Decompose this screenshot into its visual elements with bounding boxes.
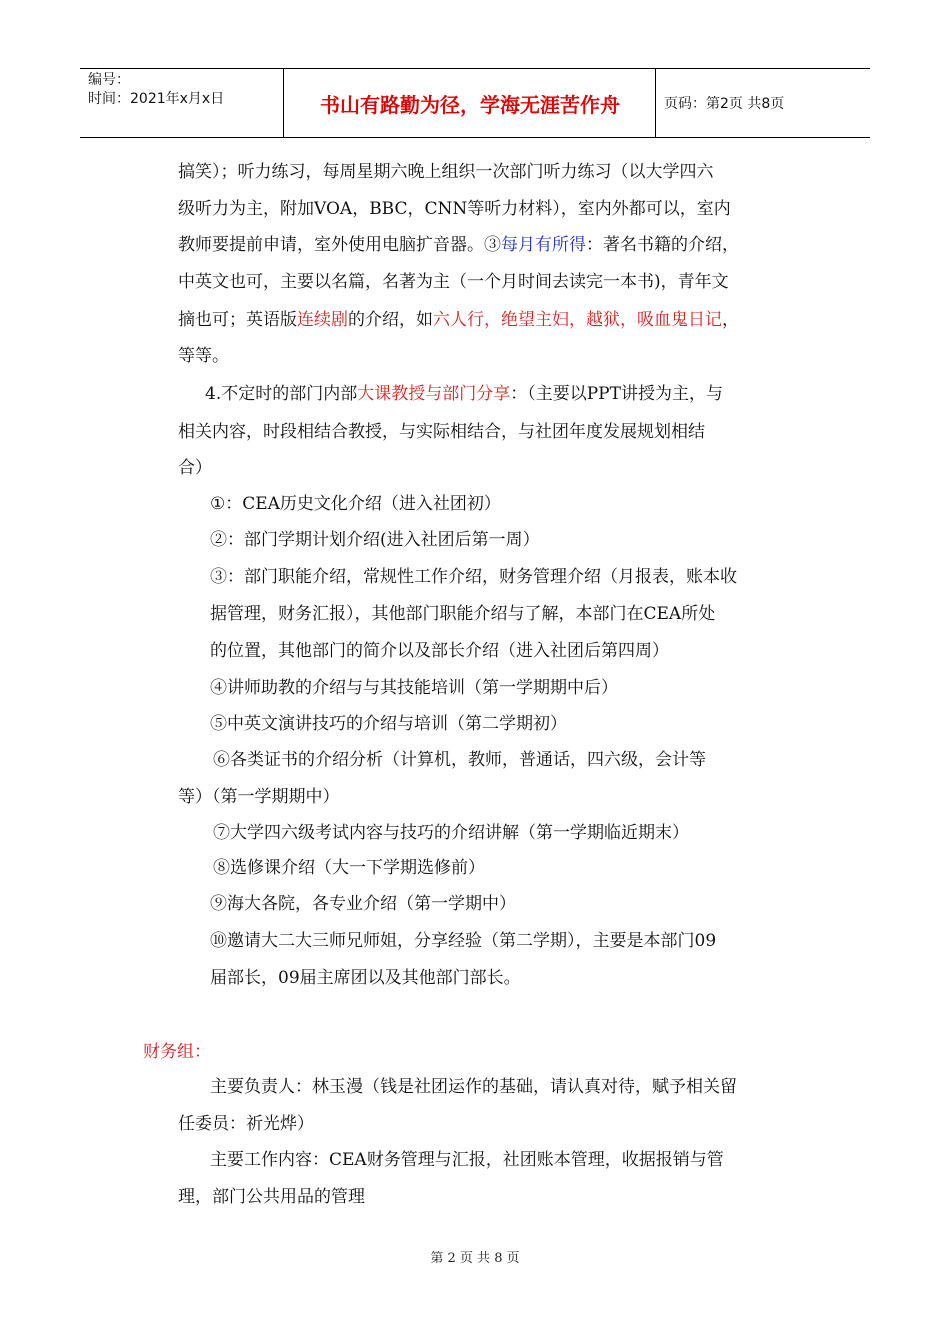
time-label: 时间：2021年x月x日	[88, 91, 225, 107]
highlight-series: 连续剧	[297, 310, 348, 330]
list-item: ⑩邀请大二大三师兄师姐，分享经验（第二学期），主要是本部门09	[210, 931, 717, 951]
body-text: 4.不定时的部门内部	[205, 384, 358, 404]
list-item: ④讲师助教的介绍与与其技能培训（第一学期期中后）	[210, 678, 618, 698]
list-item: ⑦大学四六级考试内容与技巧的介绍讲解（第一学期临近期末）	[213, 823, 689, 843]
body-text: 教师要提前申请，室外使用电脑扩音器。③	[178, 235, 501, 255]
body-line: 主要工作内容：CEA财务管理与汇报，社团账本管理，收据报销与管	[210, 1150, 724, 1170]
list-item: 等）（第一学期期中）	[178, 787, 340, 807]
body-text: ：著名书籍的介绍，	[586, 235, 739, 255]
body-line: 等等。	[178, 346, 229, 366]
body-line: 合）	[178, 458, 212, 478]
list-item: ①：CEA历史文化介绍（进入社团初）	[210, 494, 501, 514]
body-line: 级听力为主，附加VOA，BBC，CNN等听力材料），室内外都可以，室内	[178, 199, 731, 219]
highlight-shows: 六人行，绝望主妇，越狱，吸血鬼日记	[433, 310, 722, 330]
body-line	[205, 384, 723, 404]
body-line	[178, 235, 739, 255]
body-line: 任委员：祈光烨）	[178, 1114, 314, 1134]
body-text: ：（主要以PPT讲授为主，与	[510, 384, 723, 404]
finance-section-title: 财务组：	[143, 1042, 211, 1062]
header-motto: 书山有路勤为径，学海无涯苦作舟	[320, 92, 620, 117]
list-item: ⑤中英文演讲技巧的介绍与培训（第二学期初）	[210, 714, 567, 734]
header-divider	[655, 69, 656, 137]
list-item: ③：部门职能介绍，常规性工作介绍，财务管理介绍（月报表，账本收	[210, 567, 737, 587]
list-item: 的位置，其他部门的简介以及部长介绍（进入社团后第四周）	[210, 641, 669, 661]
number-label: 编号：	[88, 72, 130, 88]
body-line	[178, 310, 739, 330]
list-item: ⑥各类证书的介绍分析（计算机，教师，普通话，四六级，会计等	[213, 750, 706, 770]
document-header	[80, 68, 870, 138]
highlight-lecture: 大课教授与部门分享	[357, 384, 511, 404]
page-footer: 第 2 页 共 8 页	[430, 1251, 520, 1266]
list-item: ⑨海大各院，各专业介绍（第一学期中）	[210, 894, 516, 914]
header-meta	[88, 71, 278, 109]
highlight-monthly: 每月有所得	[501, 235, 586, 255]
list-item: 届部长，09届主席团以及其他部门部长。	[210, 968, 521, 988]
body-line: 主要负责人：林玉漫（钱是社团运作的基础，请认真对待，赋予相关留	[210, 1077, 737, 1097]
header-page-info: 页码：第2页 共8页	[664, 96, 785, 112]
body-text: 的介绍，如	[348, 310, 433, 330]
list-item: ⑧选修课介绍（大一下学期选修前）	[213, 858, 485, 878]
body-text: 摘也可；英语版	[178, 310, 297, 330]
body-line: 理，部门公共用品的管理	[178, 1187, 365, 1207]
body-text: ，	[722, 310, 739, 330]
body-line: 相关内容，时段相结合教授，与实际相结合，与社团年度发展规划相结	[178, 422, 705, 442]
header-divider	[283, 69, 284, 137]
body-line: 中英文也可，主要以名篇，名著为主（一个月时间去读完一本书)，青年文	[178, 272, 729, 292]
body-line: 搞笑）；听力练习，每周星期六晚上组织一次部门听力练习（以大学四六	[178, 162, 714, 182]
list-item: ②：部门学期计划介绍(进入社团后第一周）	[210, 530, 540, 550]
list-item: 据管理，财务汇报），其他部门职能介绍与了解，本部门在CEA所处	[210, 604, 716, 624]
